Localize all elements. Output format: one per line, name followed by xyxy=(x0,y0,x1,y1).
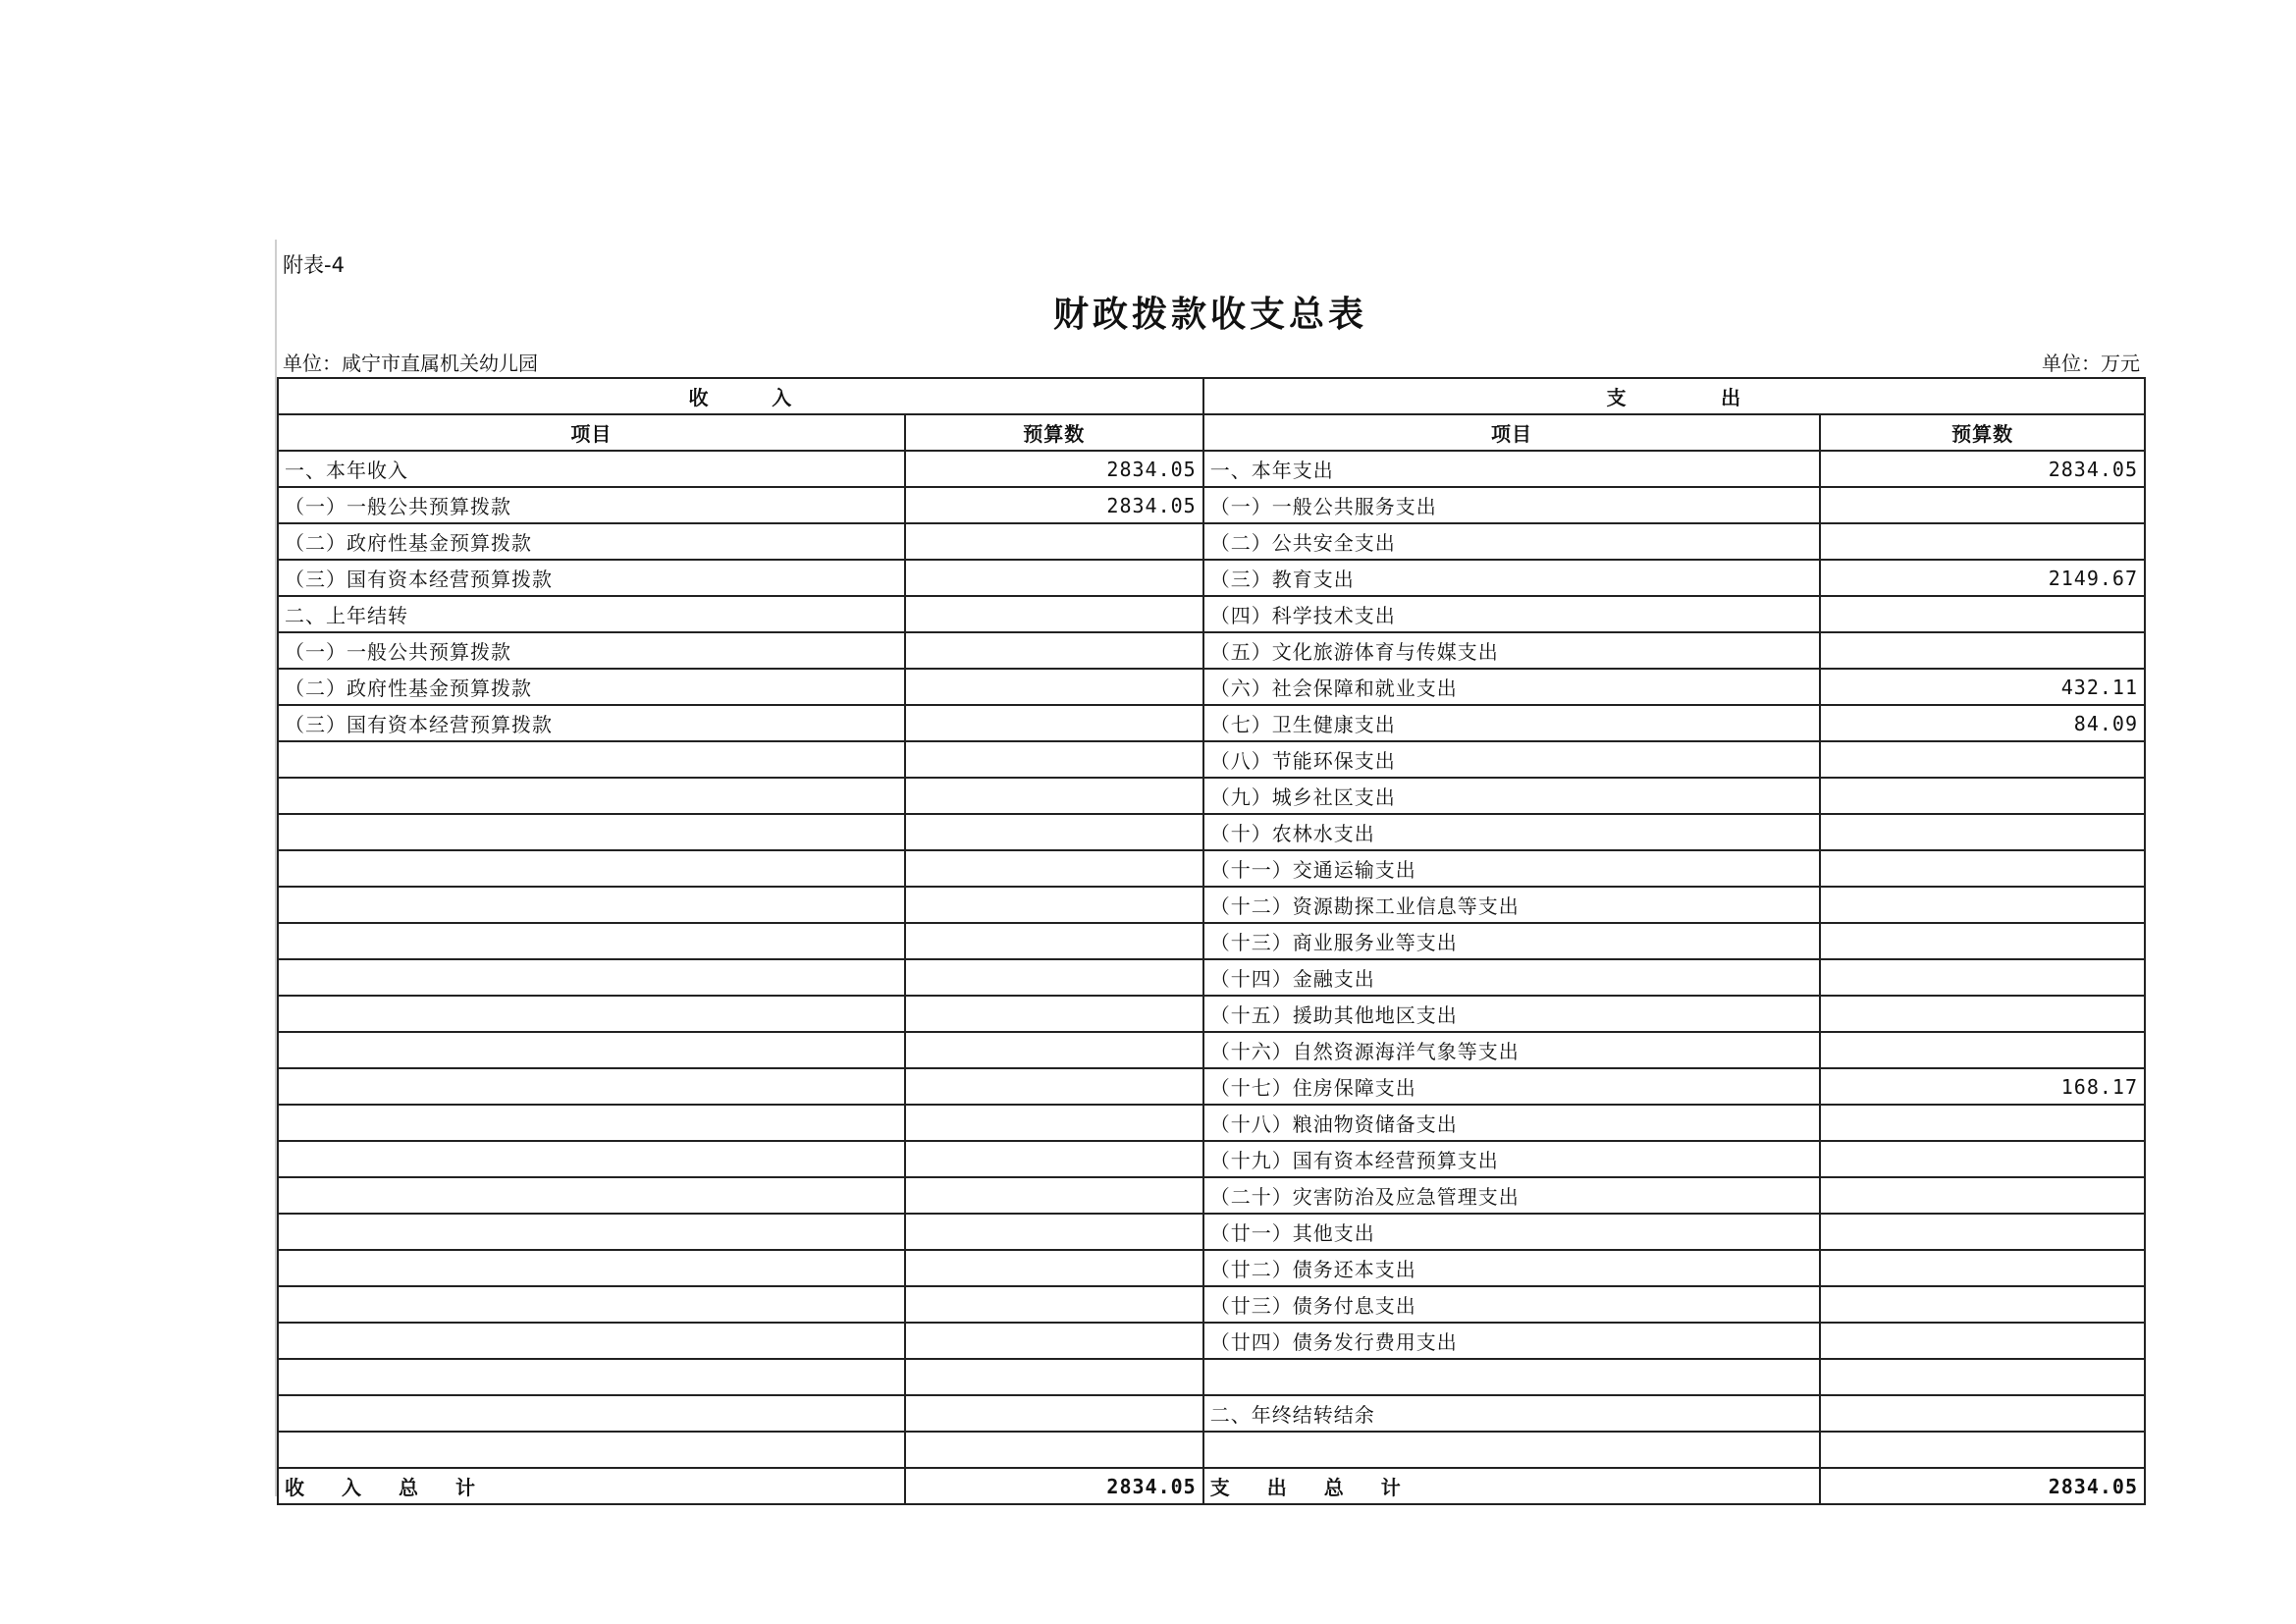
income-value-cell: 2834.05 xyxy=(905,451,1203,487)
table-row xyxy=(278,669,2145,705)
expense-item-cell: （十八）粮油物资储备支出 xyxy=(1203,1105,1820,1141)
expense-item-cell: （十一）交通运输支出 xyxy=(1203,850,1820,887)
income-value-cell xyxy=(905,560,1203,596)
income-value-cell xyxy=(905,669,1203,705)
expense-item-cell: （六）社会保障和就业支出 xyxy=(1203,669,1820,705)
income-section-header: 收 入 xyxy=(278,378,1203,414)
income-value-cell xyxy=(905,1032,1203,1068)
expense-item-cell: （十七）住房保障支出 xyxy=(1203,1068,1820,1105)
expense-value-cell xyxy=(1820,923,2145,959)
page-title: 财政拨款收支总表 xyxy=(1052,294,1367,335)
expense-item-cell: （九）城乡社区支出 xyxy=(1203,778,1820,814)
table-row xyxy=(278,1432,2145,1468)
income-item-cell xyxy=(278,1141,905,1177)
expense-item-cell: （二）公共安全支出 xyxy=(1203,523,1820,560)
income-item-cell: 一、本年收入 xyxy=(278,451,905,487)
table-row xyxy=(278,451,2145,487)
table-row xyxy=(278,1105,2145,1141)
income-item-cell xyxy=(278,1177,905,1214)
income-budget-header: 预算数 xyxy=(905,414,1203,451)
table-row xyxy=(278,632,2145,669)
expense-item-cell: 二、年终结转结余 xyxy=(1203,1395,1820,1432)
income-value-cell xyxy=(905,1395,1203,1432)
expense-item-cell: （三）教育支出 xyxy=(1203,560,1820,596)
table-row xyxy=(278,778,2145,814)
unit-organization: 单位：咸宁市直属机关幼儿园 xyxy=(283,352,538,375)
expense-item-cell xyxy=(1203,1359,1820,1395)
income-item-cell xyxy=(278,1068,905,1105)
expense-value-cell xyxy=(1820,1032,2145,1068)
income-total-label: 收入总计 xyxy=(278,1468,905,1504)
income-item-cell: （二）政府性基金预算拨款 xyxy=(278,669,905,705)
income-value-cell xyxy=(905,632,1203,669)
expense-value-cell xyxy=(1820,996,2145,1032)
income-item-cell xyxy=(278,1395,905,1432)
income-value-cell xyxy=(905,887,1203,923)
income-value-cell xyxy=(905,705,1203,741)
expense-value-cell xyxy=(1820,1432,2145,1468)
income-value-cell xyxy=(905,778,1203,814)
income-item-cell: （三）国有资本经营预算拨款 xyxy=(278,560,905,596)
table-row xyxy=(278,1250,2145,1286)
income-value-cell xyxy=(905,1105,1203,1141)
income-value-cell xyxy=(905,1432,1203,1468)
expense-item-cell: （廿二）债务还本支出 xyxy=(1203,1250,1820,1286)
expense-value-cell xyxy=(1820,1395,2145,1432)
table-row xyxy=(278,1032,2145,1068)
expense-total-value: 2834.05 xyxy=(1820,1468,2145,1504)
expense-value-cell xyxy=(1820,1286,2145,1323)
expense-item-header: 项目 xyxy=(1203,414,1820,451)
income-value-cell xyxy=(905,523,1203,560)
expense-value-cell: 2834.05 xyxy=(1820,451,2145,487)
income-value-cell xyxy=(905,850,1203,887)
expense-value-cell xyxy=(1820,1214,2145,1250)
income-item-cell xyxy=(278,1323,905,1359)
income-item-cell xyxy=(278,850,905,887)
income-item-cell xyxy=(278,1105,905,1141)
income-value-cell xyxy=(905,1286,1203,1323)
table-row xyxy=(278,814,2145,850)
expense-item-cell: （十）农林水支出 xyxy=(1203,814,1820,850)
table-row xyxy=(278,741,2145,778)
expense-value-cell xyxy=(1820,741,2145,778)
income-item-cell: （一）一般公共预算拨款 xyxy=(278,487,905,523)
table-row xyxy=(278,1141,2145,1177)
income-value-cell xyxy=(905,596,1203,632)
income-total-value: 2834.05 xyxy=(905,1468,1203,1504)
income-item-cell xyxy=(278,1032,905,1068)
income-value-cell xyxy=(905,741,1203,778)
table-row xyxy=(278,1286,2145,1323)
expense-value-cell xyxy=(1820,887,2145,923)
expense-item-cell: 一、本年支出 xyxy=(1203,451,1820,487)
income-item-cell xyxy=(278,1250,905,1286)
expense-value-cell: 84.09 xyxy=(1820,705,2145,741)
income-item-cell xyxy=(278,814,905,850)
expense-budget-header: 预算数 xyxy=(1820,414,2145,451)
expense-item-cell: （廿三）债务付息支出 xyxy=(1203,1286,1820,1323)
expense-item-cell: （十四）金融支出 xyxy=(1203,959,1820,996)
expense-value-cell xyxy=(1820,1177,2145,1214)
income-item-cell xyxy=(278,1432,905,1468)
income-item-cell: （一）一般公共预算拨款 xyxy=(278,632,905,669)
expense-item-cell: （十二）资源勘探工业信息等支出 xyxy=(1203,887,1820,923)
income-item-cell: （三）国有资本经营预算拨款 xyxy=(278,705,905,741)
expense-item-cell: （五）文化旅游体育与传媒支出 xyxy=(1203,632,1820,669)
expense-item-cell: （十三）商业服务业等支出 xyxy=(1203,923,1820,959)
expense-item-cell: （廿四）债务发行费用支出 xyxy=(1203,1323,1820,1359)
expense-value-cell xyxy=(1820,1105,2145,1141)
expense-value-cell xyxy=(1820,596,2145,632)
expense-value-cell xyxy=(1820,1359,2145,1395)
expense-item-cell: （廿一）其他支出 xyxy=(1203,1214,1820,1250)
expense-value-cell: 2149.67 xyxy=(1820,560,2145,596)
income-item-cell xyxy=(278,996,905,1032)
expense-item-cell xyxy=(1203,1432,1820,1468)
income-item-cell: 二、上年结转 xyxy=(278,596,905,632)
table-row xyxy=(278,1359,2145,1395)
unit-currency: 单位：万元 xyxy=(2042,352,2140,375)
income-value-cell xyxy=(905,1177,1203,1214)
table-row xyxy=(278,1395,2145,1432)
income-item-cell xyxy=(278,1359,905,1395)
income-item-cell xyxy=(278,741,905,778)
table-row xyxy=(278,959,2145,996)
header-row-sections xyxy=(278,378,2145,414)
income-value-cell xyxy=(905,1141,1203,1177)
income-value-cell xyxy=(905,923,1203,959)
expense-value-cell xyxy=(1820,487,2145,523)
expense-item-cell: （十五）援助其他地区支出 xyxy=(1203,996,1820,1032)
income-item-cell xyxy=(278,959,905,996)
budget-table xyxy=(277,377,2146,1505)
table-row xyxy=(278,487,2145,523)
header-row-columns xyxy=(278,414,2145,451)
income-value-cell xyxy=(905,1323,1203,1359)
income-value-cell xyxy=(905,1250,1203,1286)
expense-section-header: 支 出 xyxy=(1203,378,2145,414)
table-row xyxy=(278,1068,2145,1105)
income-value-cell xyxy=(905,1359,1203,1395)
expense-value-cell xyxy=(1820,1141,2145,1177)
income-value-cell xyxy=(905,814,1203,850)
expense-value-cell xyxy=(1820,523,2145,560)
table-row xyxy=(278,705,2145,741)
income-value-cell xyxy=(905,1068,1203,1105)
income-value-cell xyxy=(905,959,1203,996)
expense-item-cell: （十六）自然资源海洋气象等支出 xyxy=(1203,1032,1820,1068)
income-item-cell: （二）政府性基金预算拨款 xyxy=(278,523,905,560)
expense-value-cell xyxy=(1820,850,2145,887)
income-item-cell xyxy=(278,1214,905,1250)
expense-item-cell: （一）一般公共服务支出 xyxy=(1203,487,1820,523)
expense-item-cell: （十九）国有资本经营预算支出 xyxy=(1203,1141,1820,1177)
expense-value-cell xyxy=(1820,632,2145,669)
income-item-header: 项目 xyxy=(278,414,905,451)
expense-value-cell xyxy=(1820,1323,2145,1359)
income-value-cell xyxy=(905,1214,1203,1250)
income-value-cell: 2834.05 xyxy=(905,487,1203,523)
expense-item-cell: （七）卫生健康支出 xyxy=(1203,705,1820,741)
table-row xyxy=(278,887,2145,923)
table-row xyxy=(278,596,2145,632)
annex-label: 附表-4 xyxy=(283,253,345,277)
expense-item-cell: （八）节能环保支出 xyxy=(1203,741,1820,778)
table-row xyxy=(278,1214,2145,1250)
table-row xyxy=(278,1323,2145,1359)
expense-total-label: 支出总计 xyxy=(1203,1468,1820,1504)
expense-value-cell: 432.11 xyxy=(1820,669,2145,705)
income-item-cell xyxy=(278,778,905,814)
expense-item-cell: （四）科学技术支出 xyxy=(1203,596,1820,632)
expense-value-cell xyxy=(1820,814,2145,850)
table-row xyxy=(278,560,2145,596)
income-item-cell xyxy=(278,923,905,959)
table-row xyxy=(278,523,2145,560)
expense-value-cell xyxy=(1820,778,2145,814)
totals-row xyxy=(278,1468,2145,1504)
table-row xyxy=(278,996,2145,1032)
table-row xyxy=(278,923,2145,959)
expense-item-cell: （二十）灾害防治及应急管理支出 xyxy=(1203,1177,1820,1214)
table-row xyxy=(278,850,2145,887)
income-value-cell xyxy=(905,996,1203,1032)
expense-value-cell xyxy=(1820,1250,2145,1286)
income-item-cell xyxy=(278,1286,905,1323)
income-item-cell xyxy=(278,887,905,923)
expense-value-cell xyxy=(1820,959,2145,996)
expense-value-cell: 168.17 xyxy=(1820,1068,2145,1105)
table-row xyxy=(278,1177,2145,1214)
